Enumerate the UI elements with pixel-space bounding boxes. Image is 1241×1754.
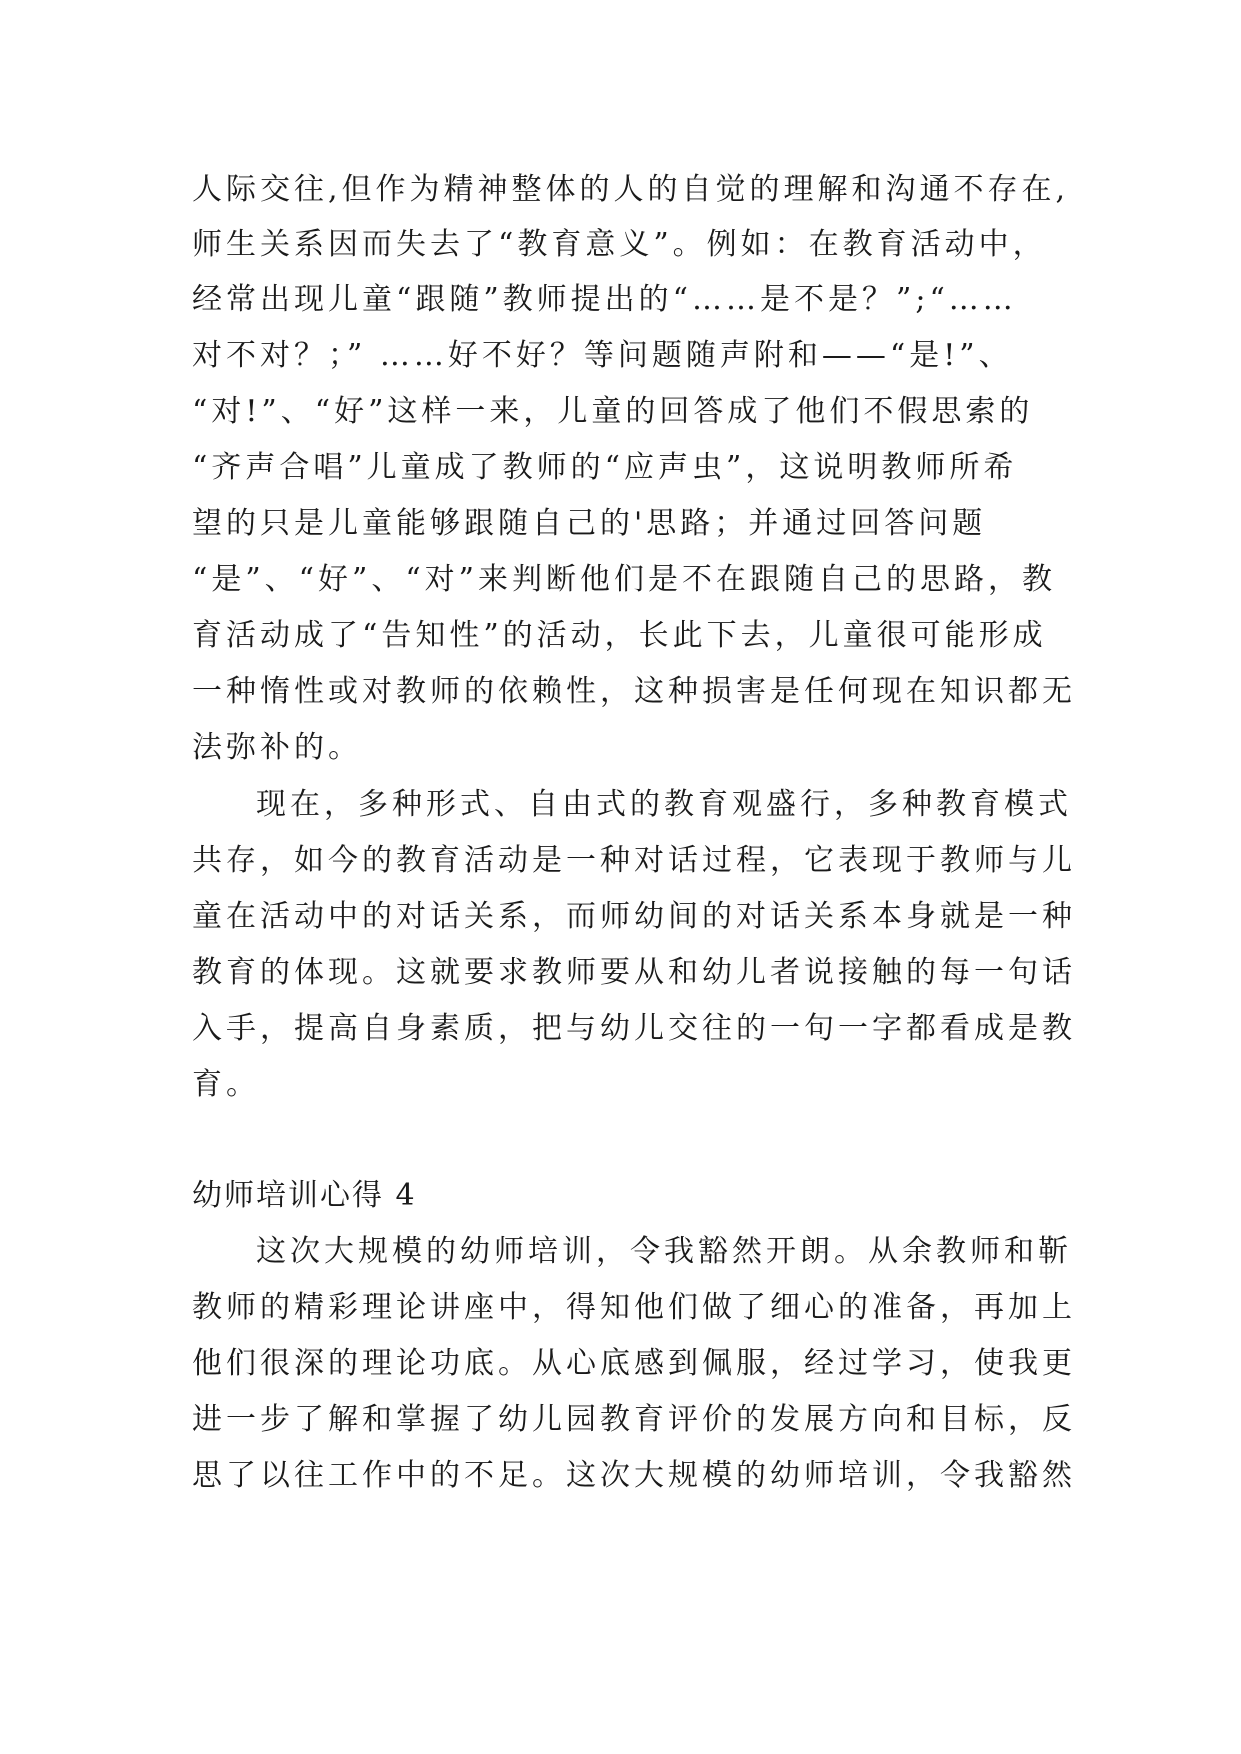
text-line: 育活动成了“告知性”的活动，长此下去，儿童很可能形成 — [192, 618, 1047, 653]
text-line: 他们很深的理论功底。从心底感到佩服，经过学习，使我更 — [192, 1346, 1076, 1381]
text-line: 入手，提高自身素质，把与幼儿交往的一句一字都看成是教 — [192, 1011, 1076, 1046]
text-line: 育。 — [192, 1067, 260, 1102]
text-line: 经常出现儿童“跟随”教师提出的“……是不是？”;“…… — [192, 282, 1017, 317]
text-line: 师生关系因而失去了“教育意义”。例如：在教育活动中， — [192, 227, 1047, 262]
text-line: 思了以往工作中的不足。这次大规模的幼师培训，令我豁然 — [192, 1458, 1076, 1493]
text-line: “对!”、“好”这样一来，儿童的回答成了他们不假思索的 — [192, 394, 1034, 429]
text-line: 现在，多种形式、自由式的教育观盛行，多种教育模式 — [256, 787, 1072, 822]
text-line: 法弥补的。 — [192, 730, 362, 765]
text-line: 人际交往,但作为精神整体的人的自觉的理解和沟通不存在, — [192, 172, 1070, 207]
text-line: “是”、“好”、“对”来判断他们是不在跟随自己的思路，教 — [192, 562, 1057, 597]
section-heading: 幼师培训心得 4 — [192, 1178, 417, 1213]
text-line: 童在活动中的对话关系，而师幼间的对话关系本身就是一种 — [192, 899, 1076, 934]
text-line: “齐声合唱”儿童成了教师的“应声虫”，这说明教师所希 — [192, 450, 1018, 485]
text-line: 这次大规模的幼师培训，令我豁然开朗。从余教师和靳 — [256, 1234, 1072, 1269]
text-line: 教育的体现。这就要求教师要从和幼儿者说接触的每一句话 — [192, 955, 1076, 990]
text-line: 一种惰性或对教师的依赖性，这种损害是任何现在知识都无 — [192, 674, 1076, 709]
text-line: 教师的精彩理论讲座中，得知他们做了细心的准备，再加上 — [192, 1290, 1076, 1325]
text-line: 共存，如今的教育活动是一种对话过程，它表现于教师与儿 — [192, 843, 1076, 878]
text-line: 进一步了解和掌握了幼儿园教育评价的发展方向和目标，反 — [192, 1402, 1076, 1437]
text-line: 望的只是儿童能够跟随自己的'思路；并通过回答问题 — [192, 506, 987, 541]
text-line: 对不对？；” ……好不好？等问题随声附和——“是!”、 — [192, 338, 1013, 373]
